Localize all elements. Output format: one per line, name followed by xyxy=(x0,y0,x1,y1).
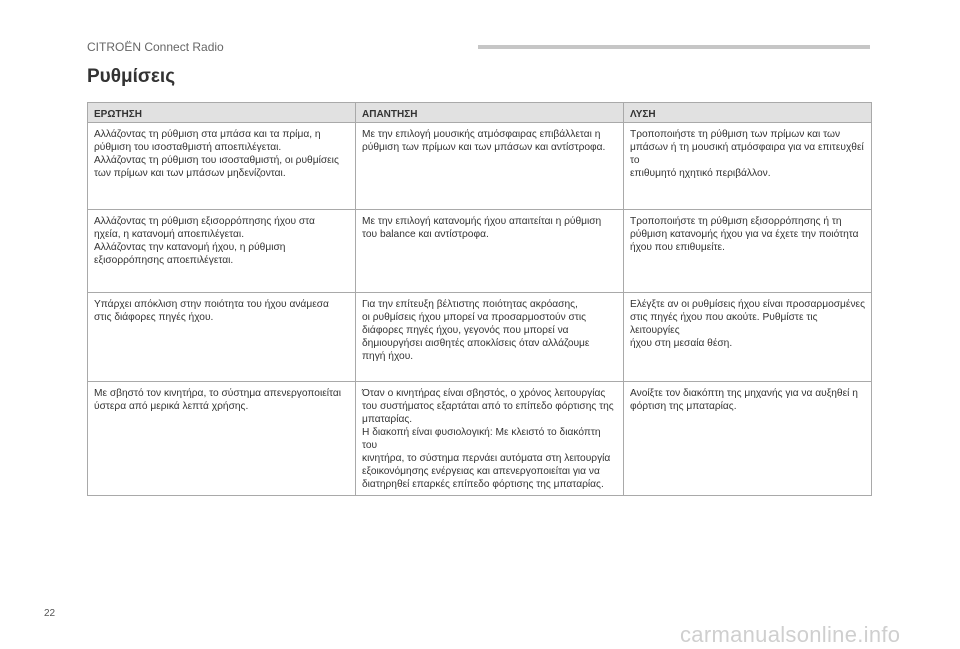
question-cell: Αλλάζοντας τη ρύθμιση στα μπάσα και τα πρίμα, η ρύθμιση του ισοσταθμιστή αποεπιλέγεται. Αλλάζοντας τη ρύθμιση του ισοσταθμιστή, οι ρυθμίσεις των πρίμων και των μπάσων μηδενίζονται. xyxy=(88,123,356,210)
column-header-question: ΕΡΩΤΗΣΗ xyxy=(88,103,356,123)
question-cell: Με σβηστό τον κινητήρα, το σύστημα απενεργοποιείται ύστερα από μερικά λεπτά χρήσης. xyxy=(88,382,356,496)
page-number: 22 xyxy=(44,608,56,619)
solution-cell: Ανοίξτε τον διακόπτη της μηχανής για να αυξηθεί η φόρτιση της μπαταρίας. xyxy=(624,382,872,496)
question-cell: Αλλάζοντας τη ρύθμιση εξισορρόπησης ήχου στα ηχεία, η κατανομή αποεπιλέγεται. Αλλάζοντας την κατανομή ήχου, η ρύθμιση εξισορρόπησης αποεπιλέγεται. xyxy=(88,210,356,293)
column-header-solution: ΛΥΣΗ xyxy=(624,103,872,123)
answer-cell: Όταν ο κινητήρας είναι σβηστός, ο χρόνος λειτουργίας του συστήματος εξαρτάται από το επίπεδο φόρτισης της μπαταρίας. Η διακοπή είναι φυσιολογική: Με κλειστό το διακόπτη του κινητήρα, το σύστημα περνάει αυτόματα στη λειτουργία εξοικονόμησης ενέργειας και απενεργοποιείται για να διατηρηθεί επαρκές επίπεδο φόρτισης της μπαταρίας. xyxy=(356,382,624,496)
answer-cell: Με την επιλογή κατανομής ήχου απαιτείται η ρύθμιση του balance και αντίστροφα. xyxy=(356,210,624,293)
header-rule xyxy=(478,45,870,49)
running-header: CITROËN Connect Radio xyxy=(87,40,224,54)
solution-cell: Ελέγξτε αν οι ρυθμίσεις ήχου είναι προσαρμοσμένες στις πηγές ήχου που ακούτε. Ρυθμίστε τις λειτουργίες ήχου στη μεσαία θέση. xyxy=(624,293,872,382)
column-header-answer: ΑΠΑΝΤΗΣΗ xyxy=(356,103,624,123)
answer-cell: Με την επιλογή μουσικής ατμόσφαιρας επιβάλλεται η ρύθμιση των πρίμων και των μπάσων και αντίστροφα. xyxy=(356,123,624,210)
faq-table xyxy=(87,102,872,496)
table-header-row xyxy=(88,103,872,123)
table-row xyxy=(88,293,872,382)
question-cell: Υπάρχει απόκλιση στην ποιότητα του ήχου ανάμεσα στις διάφορες πηγές ήχου. xyxy=(88,293,356,382)
answer-cell: Για την επίτευξη βέλτιστης ποιότητας ακρόασης, οι ρυθμίσεις ήχου μπορεί να προσαρμοστούν στις διάφορες πηγές ήχου, γεγονός που μπορεί να δημιουργήσει αισθητές αποκλίσεις όταν αλλάζουμε πηγή ήχου. xyxy=(356,293,624,382)
watermark: carmanualsonline.info xyxy=(680,622,901,647)
table-row xyxy=(88,382,872,496)
solution-cell: Τροποποιήστε τη ρύθμιση των πρίμων και των μπάσων ή τη μουσική ατμόσφαιρα για να επιτευχθεί το επιθυμητό ηχητικό περιβάλλον. xyxy=(624,123,872,210)
table-row xyxy=(88,123,872,210)
table-row xyxy=(88,210,872,293)
page-title: Ρυθμίσεις xyxy=(87,66,176,87)
solution-cell: Τροποποιήστε τη ρύθμιση εξισορρόπησης ή τη ρύθμιση κατανομής ήχου για να έχετε την ποιότητα ήχου που επιθυμείτε. xyxy=(624,210,872,293)
